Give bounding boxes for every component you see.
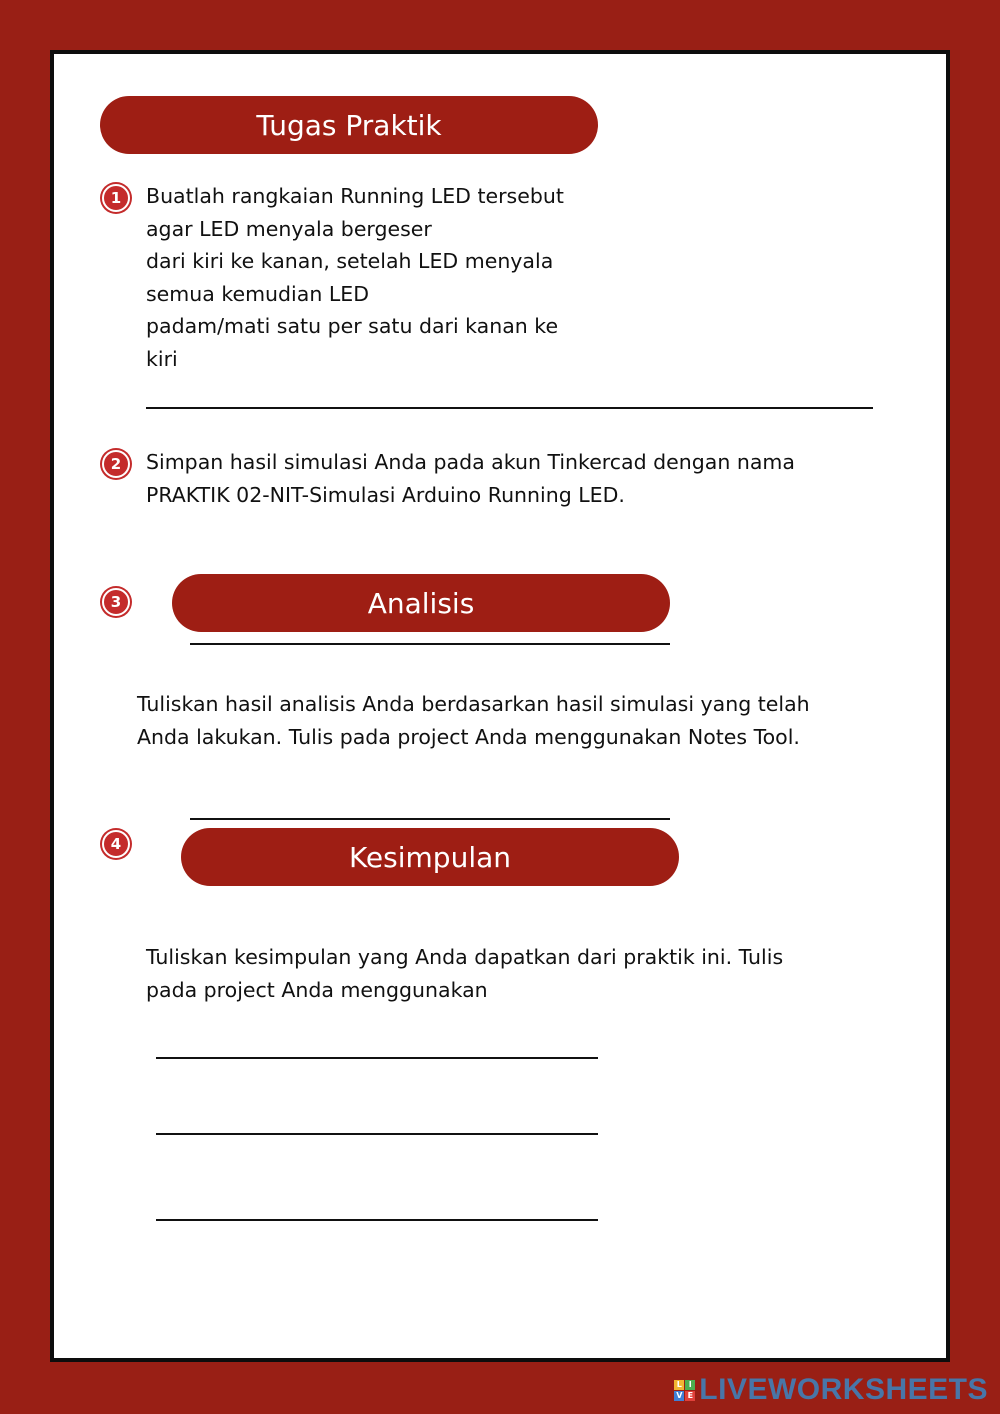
kesimpulan-text: Tuliskan kesimpulan yang Anda dapatkan dari praktik ini. Tulis pada project Anda menggunakan [146,945,784,1002]
analisis-title: Analisis [367,586,475,620]
logo-cell: V [676,1390,683,1400]
logo-cell: I [685,1380,695,1390]
logo-cell: E [685,1391,695,1401]
task-2-text: Simpan hasil simulasi Anda pada akun Tinkercad dengan nama PRAKTIK 02-NIT-Simulasi Arduino Running LED. [146,450,795,507]
task-1-answer-line[interactable] [146,407,873,409]
answer-line-1[interactable] [156,1057,598,1059]
analisis-header [172,574,670,632]
kesimpulan-overline [190,818,670,820]
kesimpulan-header [181,828,679,886]
liveworksheets-watermark [674,1373,988,1407]
tugas-praktik-header [100,96,598,154]
liveworksheets-wordmark: LIVEWORKSHEETS [699,1373,988,1406]
tugas-praktik-title: Tugas Praktik [256,108,442,142]
number-2-badge: 2 [102,450,130,478]
answer-line-2[interactable] [156,1133,598,1135]
kesimpulan-title: Kesimpulan [348,840,512,874]
number-4-badge: 4 [102,830,130,858]
number-3-badge: 3 [102,588,130,616]
liveworksheets-logo-icon [674,1380,695,1401]
number-1-badge: 1 [102,184,130,212]
analisis-underline [190,643,670,645]
answer-line-3[interactable] [156,1219,598,1221]
logo-cell: L [674,1380,684,1390]
task-1-text: Buatlah rangkaian Running LED tersebut agar LED menyala bergeser dari kiri ke kanan, setelah LED menyala semua kemudian LED padam/mati satu per satu dari kanan ke kiri [146,184,564,371]
analisis-text: Tuliskan hasil analisis Anda berdasarkan hasil simulasi yang telah Anda lakukan. Tulis pada project Anda menggunakan Notes Tool. [137,692,810,749]
